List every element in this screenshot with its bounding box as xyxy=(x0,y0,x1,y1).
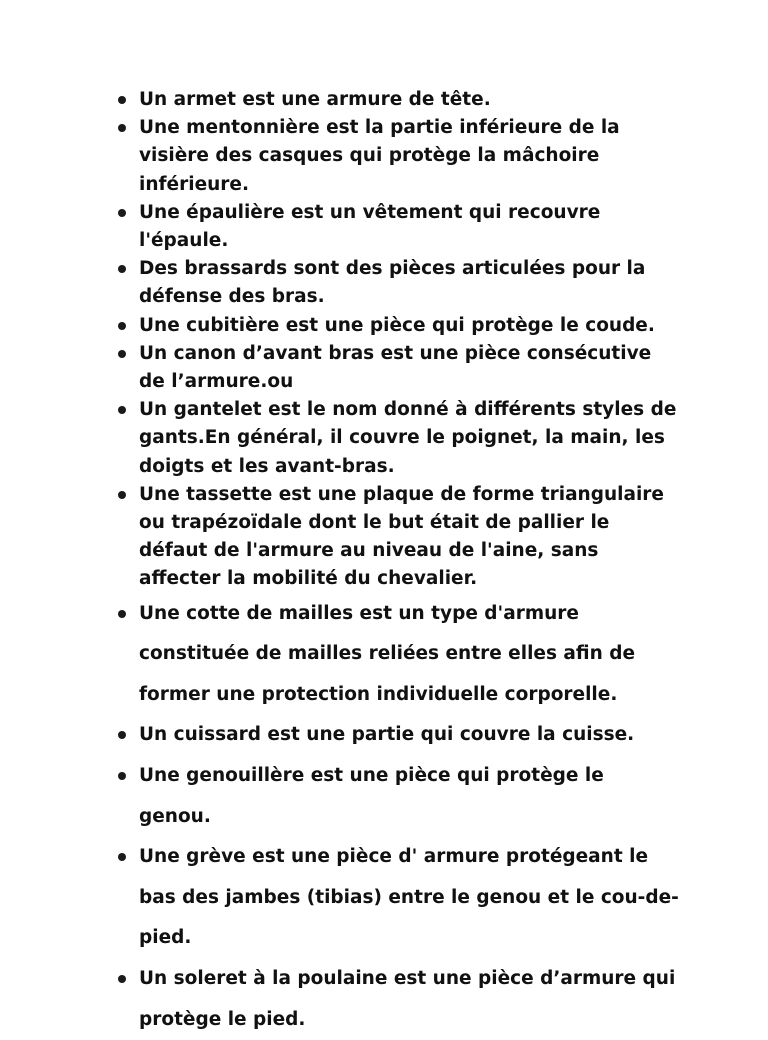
list-item-tassette: Une tassette est une plaque de forme triangulaire ou trapézoïdale dont le but était de pallier le défaut de l'armure au niveau de l'aine, sans affecter la mobilité du chevalier. xyxy=(139,481,679,594)
list-item-soleret: Un soleret à la poulaine est une pièce d’armure qui protège le pied. xyxy=(139,959,679,1040)
list-item-cuissard: Un cuissard est une partie qui couvre la cuisse. xyxy=(139,715,679,756)
list-item-epauliere: Une épaulière est un vêtement qui recouvre l'épaule. xyxy=(139,199,679,255)
list-item-gantelet: Un gantelet est le nom donné à différents styles de gants.En général, il couvre le poignet, la main, les doigts et les avant-bras. xyxy=(139,396,679,481)
armor-definitions-list xyxy=(139,86,679,1040)
list-item-cotte-de-mailles: Une cotte de mailles est un type d'armure constituée de mailles reliées entre elles afin de former une protection individuelle corporelle. xyxy=(139,594,679,716)
list-item-armet: Un armet est une armure de tête. xyxy=(139,86,679,114)
list-item-greve: Une grève est une pièce d' armure protégeant le bas des jambes (tibias) entre le genou et le cou-de-pied. xyxy=(139,837,679,959)
list-item-cubitiere: Une cubitière est une pièce qui protège le coude. xyxy=(139,312,679,340)
list-item-genouillere: Une genouillère est une pièce qui protège le genou. xyxy=(139,756,679,837)
list-item-mentonniere: Une mentonnière est la partie inférieure de la visière des casques qui protège la mâchoire inférieure. xyxy=(139,114,679,199)
list-item-brassards: Des brassards sont des pièces articulées pour la défense des bras. xyxy=(139,255,679,311)
list-item-canon-avant-bras: Un canon d’avant bras est une pièce consécutive de l’armure.ou xyxy=(139,340,679,396)
